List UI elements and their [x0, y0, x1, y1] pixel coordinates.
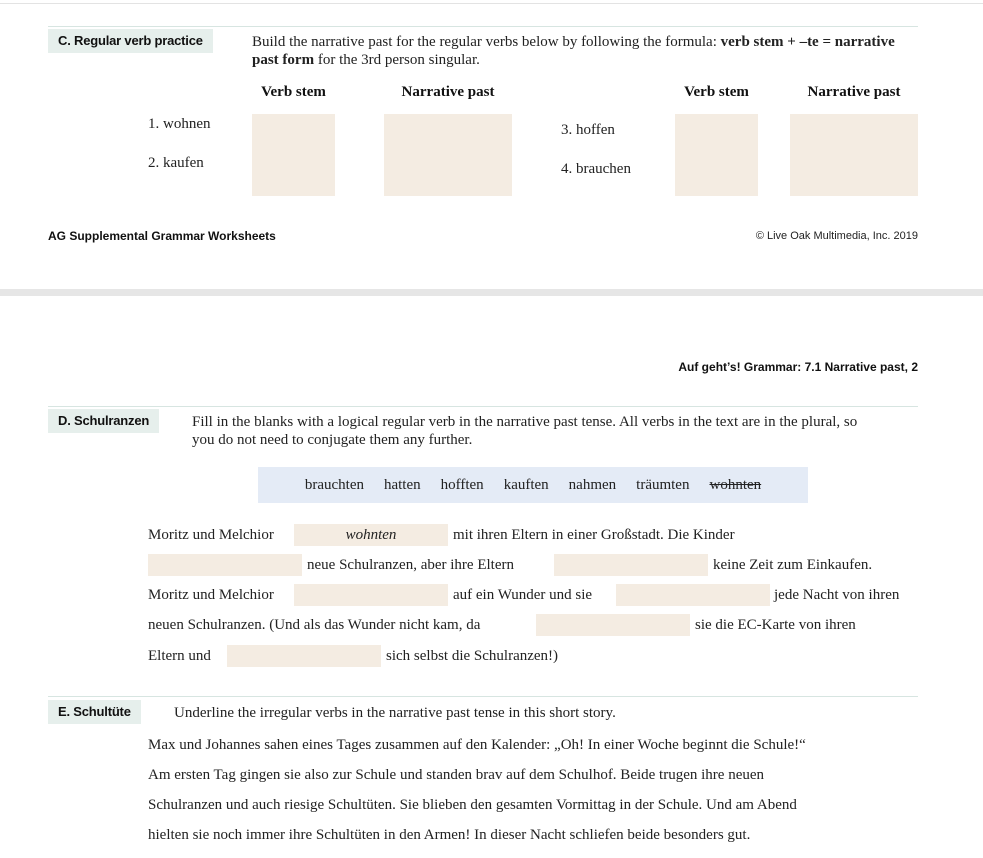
- text-segment: sie die EC-Karte von ihren: [695, 617, 856, 633]
- section-c-instruction: [252, 33, 918, 69]
- section-d-tag: D. Schulranzen: [48, 409, 159, 433]
- word-bank: [258, 467, 808, 503]
- word-bank-item-used: wohnten: [709, 476, 762, 493]
- page-divider: [0, 289, 983, 296]
- section-e-instruction: Underline the irregular verbs in the narrative past tense in this short story.: [174, 705, 616, 721]
- section-e-tag: E. Schultüte: [48, 700, 141, 724]
- blank-input[interactable]: [148, 554, 302, 576]
- answer-box-past-2[interactable]: [790, 114, 918, 196]
- page-header: Auf geht’s! Grammar: 7.1 Narrative past, 2: [678, 360, 918, 374]
- text-segment: neuen Schulranzen. (Und als das Wunder nicht kam, da: [148, 617, 481, 633]
- footer-left: AG Supplemental Grammar Worksheets: [48, 229, 276, 243]
- text-segment: Moritz und Melchior: [148, 587, 274, 603]
- story-line: hielten sie noch immer ihre Schultüten in den Armen! In dieser Nacht schliefen beide besonders gut.: [148, 827, 751, 843]
- story-line: Max und Johannes sahen eines Tages zusammen auf den Kalender: „Oh! In einer Woche beginnt die Schule!“: [148, 737, 806, 753]
- text-segment: sich selbst die Schulranzen!): [386, 648, 559, 664]
- col-header-verb-stem: Verb stem: [261, 84, 326, 100]
- col-header-narrative-past-2: Narrative past: [807, 84, 901, 100]
- text-segment: neue Schulranzen, aber ihre Eltern: [307, 557, 514, 573]
- instruction-text-end: for the 3rd person singular.: [314, 52, 480, 68]
- text-segment: auf ein Wunder und sie: [453, 587, 593, 603]
- verb-item: 4. brauchen: [561, 161, 631, 177]
- word-bank-item: brauchten: [304, 476, 364, 493]
- text-segment: Eltern und: [148, 648, 211, 664]
- answer-box-past[interactable]: [384, 114, 512, 196]
- word-bank-item: hofften: [440, 476, 484, 493]
- text-segment: keine Zeit zum Einkaufen.: [713, 557, 873, 573]
- blank-input[interactable]: [227, 645, 381, 667]
- word-bank-item: kauften: [503, 476, 549, 493]
- word-bank-item: hatten: [383, 476, 421, 493]
- blank-input[interactable]: [294, 584, 448, 606]
- section-c-tag: C. Regular verb practice: [48, 29, 213, 53]
- answer-box-stem-2[interactable]: [675, 114, 758, 196]
- example-answer: wohnten: [345, 526, 397, 543]
- text-segment: mit ihren Eltern in einer Großstadt. Die Kinder: [453, 527, 735, 543]
- section-c-rule: [48, 26, 918, 27]
- story-line: Schulranzen und auch riesige Schultüten. Sie blieben den gesamten Vormittag in der Schule. Und am Abend: [148, 797, 797, 813]
- verb-item: 3. hoffen: [561, 122, 615, 138]
- section-d-rule: [48, 406, 918, 407]
- story-line: Am ersten Tag gingen sie also zur Schule und standen brav auf dem Schulhof. Beide trugen ihre neuen: [148, 767, 765, 783]
- blank-input[interactable]: [616, 584, 770, 606]
- instruction-text: Build the narrative past for the regular verbs below by following the formula:: [252, 34, 721, 50]
- blank-example: [294, 524, 448, 546]
- col-header-verb-stem-2: Verb stem: [684, 84, 749, 100]
- text-segment: Moritz und Melchior: [148, 527, 274, 543]
- word-bank-item: träumten: [636, 476, 690, 493]
- formula-text: verb stem + –te = narrative past form: [252, 34, 895, 68]
- text-segment: jede Nacht von ihren: [774, 587, 900, 603]
- word-bank-item: nahmen: [568, 476, 617, 493]
- footer-right: © Live Oak Multimedia, Inc. 2019: [755, 230, 918, 242]
- top-border: [0, 3, 983, 4]
- verb-item: 1. wohnen: [148, 116, 211, 132]
- answer-box-stem[interactable]: [252, 114, 335, 196]
- blank-input[interactable]: [554, 554, 708, 576]
- section-d-instruction: Fill in the blanks with a logical regular verb in the narrative past tense. All verbs in the text are in the plural, so you do not need to conjugate them any further.: [192, 414, 858, 448]
- verb-item: 2. kaufen: [148, 155, 204, 171]
- blank-input[interactable]: [536, 614, 690, 636]
- col-header-narrative-past: Narrative past: [401, 84, 495, 100]
- section-e-rule: [48, 696, 918, 697]
